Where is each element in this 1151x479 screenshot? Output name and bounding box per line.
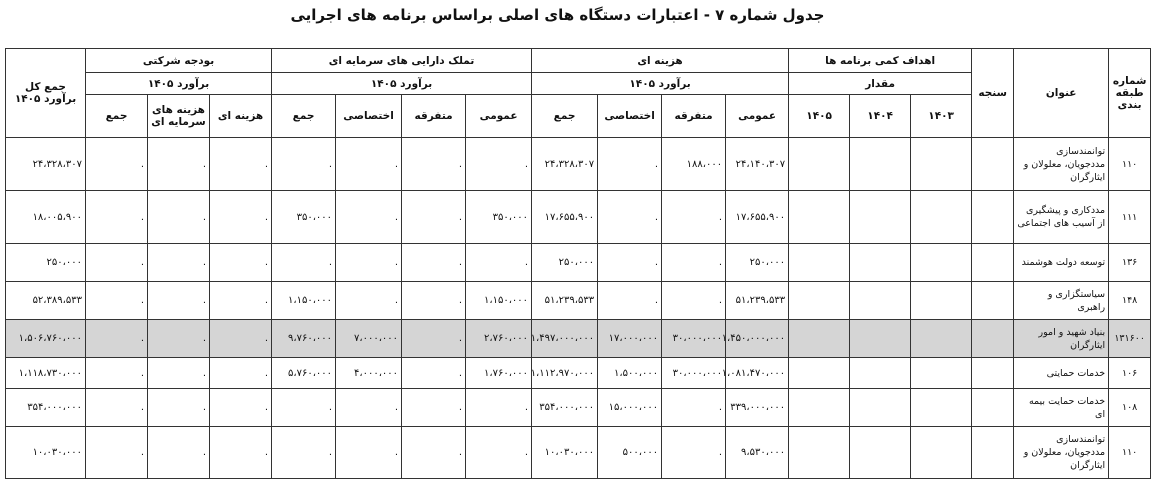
header-capital-special: اختصاصی [336, 95, 402, 138]
company-cost-cell: . [210, 244, 272, 282]
table-row [6, 191, 1151, 244]
capital-sum-cell: ۳۵۰،۰۰۰ [272, 191, 336, 244]
grand-total-estimate: برآورد ۱۴۰۵ [14, 93, 77, 105]
company-capital-cost-cell: . [148, 244, 210, 282]
title-cell: توسعه دولت هوشمند [1014, 244, 1109, 282]
header-measure: سنجه [972, 49, 1014, 138]
goal-1405-cell [789, 282, 850, 320]
code-cell: ۱۰۶ [1109, 358, 1151, 389]
company-capital-cost-cell: . [148, 389, 210, 427]
current-special-cell: ۱۷،۰۰۰،۰۰۰ [598, 320, 662, 358]
company-sum-cell: . [86, 358, 148, 389]
current-special-cell: ۱،۵۰۰،۰۰۰ [598, 358, 662, 389]
company-capital-cost-cell: . [148, 320, 210, 358]
table-row [6, 389, 1151, 427]
header-year-1404: ۱۴۰۴ [850, 95, 911, 138]
grand-total-cell: ۱۸،۰۰۵،۹۰۰ [6, 191, 86, 244]
header-company-estimate: برآورد ۱۴۰۵ [86, 73, 272, 95]
measure-cell [972, 244, 1014, 282]
grand-total-cell: ۱۰،۰۳۰،۰۰۰ [6, 427, 86, 479]
goal-1405-cell [789, 244, 850, 282]
header-current-misc: متفرقه [662, 95, 726, 138]
capital-sum-cell: ۱،۱۵۰،۰۰۰ [272, 282, 336, 320]
code-cell: ۱۱۰ [1109, 138, 1151, 191]
header-capital-general: عمومی [466, 95, 532, 138]
current-special-cell: ۱۵،۰۰۰،۰۰۰ [598, 389, 662, 427]
header-capital-estimate: برآورد ۱۴۰۵ [272, 73, 532, 95]
goal-1404-cell [850, 427, 911, 479]
capital-special-cell: . [336, 191, 402, 244]
capital-misc-cell: . [402, 138, 466, 191]
capital-general-cell: ۳۵۰،۰۰۰ [466, 191, 532, 244]
current-general-cell: ۳۳۹،۰۰۰،۰۰۰ [726, 389, 789, 427]
grand-total-cell: ۱،۱۱۸،۷۳۰،۰۰۰ [6, 358, 86, 389]
goal-1403-cell [911, 427, 972, 479]
current-special-cell: . [598, 138, 662, 191]
capital-general-cell: . [466, 389, 532, 427]
grand-total-cell: ۲۵۰،۰۰۰ [6, 244, 86, 282]
current-sum-cell: ۲۴،۳۲۸،۳۰۷ [532, 138, 598, 191]
goal-1404-cell [850, 191, 911, 244]
capital-sum-cell: ۹،۷۶۰،۰۰۰ [272, 320, 336, 358]
current-sum-cell: ۱۰،۰۳۰،۰۰۰ [532, 427, 598, 479]
header-year-1403: ۱۴۰۳ [911, 95, 972, 138]
current-special-cell: ۵۰۰،۰۰۰ [598, 427, 662, 479]
code-cell: ۱۱۱ [1109, 191, 1151, 244]
current-misc-cell: . [662, 427, 726, 479]
table-row [6, 244, 1151, 282]
capital-sum-cell: ۵،۷۶۰،۰۰۰ [272, 358, 336, 389]
title-cell: بنیاد شهید و امور ایثارگران [1014, 320, 1109, 358]
capital-misc-cell: . [402, 389, 466, 427]
current-misc-cell: ۳۰،۰۰۰،۰۰۰ [662, 320, 726, 358]
current-general-cell: ۵۱،۲۳۹،۵۳۳ [726, 282, 789, 320]
current-misc-cell: ۳۰،۰۰۰،۰۰۰ [662, 358, 726, 389]
code-cell: ۱۳۶ [1109, 244, 1151, 282]
goal-1403-cell [911, 389, 972, 427]
company-cost-cell: . [210, 191, 272, 244]
capital-general-cell: ۱،۱۵۰،۰۰۰ [466, 282, 532, 320]
company-cost-cell: . [210, 282, 272, 320]
company-sum-cell: . [86, 427, 148, 479]
goal-1404-cell [850, 138, 911, 191]
goal-1405-cell [789, 191, 850, 244]
current-sum-cell: ۵۱،۲۳۹،۵۳۳ [532, 282, 598, 320]
table-row [6, 427, 1151, 479]
company-sum-cell: . [86, 244, 148, 282]
capital-misc-cell: . [402, 244, 466, 282]
capital-misc-cell: . [402, 427, 466, 479]
goal-1404-cell [850, 320, 911, 358]
goal-1404-cell [850, 282, 911, 320]
company-capital-cost-cell: . [148, 358, 210, 389]
capital-special-cell: . [336, 427, 402, 479]
company-sum-cell: . [86, 138, 148, 191]
capital-special-cell: . [336, 138, 402, 191]
title-cell: مددکاری و پیشگیری از آسیب های اجتماعی [1014, 191, 1109, 244]
goal-1403-cell [911, 282, 972, 320]
company-capital-cost-cell: . [148, 138, 210, 191]
measure-cell [972, 427, 1014, 479]
header-current-estimate: برآورد ۱۴۰۵ [532, 73, 789, 95]
current-misc-cell: ۱۸۸،۰۰۰ [662, 138, 726, 191]
capital-general-cell: . [466, 138, 532, 191]
company-sum-cell: . [86, 282, 148, 320]
grand-total-cell: ۱،۵۰۶،۷۶۰،۰۰۰ [6, 320, 86, 358]
current-general-cell: ۲۵۰،۰۰۰ [726, 244, 789, 282]
table-row [6, 138, 1151, 191]
measure-cell [972, 320, 1014, 358]
code-cell: ۱۴۸ [1109, 282, 1151, 320]
header-current: هزینه ای [532, 49, 789, 73]
goal-1403-cell [911, 358, 972, 389]
measure-cell [972, 191, 1014, 244]
goal-1405-cell [789, 358, 850, 389]
company-cost-cell: . [210, 389, 272, 427]
table-row [6, 320, 1151, 358]
current-general-cell: ۱،۰۸۱،۴۷۰،۰۰۰ [726, 358, 789, 389]
company-sum-cell: . [86, 389, 148, 427]
company-sum-cell: . [86, 191, 148, 244]
header-capital-sum: جمع [272, 95, 336, 138]
goal-1403-cell [911, 244, 972, 282]
company-cost-cell: . [210, 138, 272, 191]
budget-table [5, 48, 1151, 479]
header-current-special: اختصاصی [598, 95, 662, 138]
current-sum-cell: ۳۵۴،۰۰۰،۰۰۰ [532, 389, 598, 427]
goal-1403-cell [911, 191, 972, 244]
header-current-general: عمومی [726, 95, 789, 138]
goal-1405-cell [789, 138, 850, 191]
capital-misc-cell: . [402, 358, 466, 389]
measure-cell [972, 282, 1014, 320]
capital-sum-cell: . [272, 244, 336, 282]
company-cost-cell: . [210, 320, 272, 358]
current-special-cell: . [598, 282, 662, 320]
title-cell: سیاستگزاری و راهبری [1014, 282, 1109, 320]
code-cell: ۱۰۸ [1109, 389, 1151, 427]
capital-general-cell: ۲،۷۶۰،۰۰۰ [466, 320, 532, 358]
header-code: شماره طبقه بندی [1109, 49, 1151, 138]
current-misc-cell: . [662, 191, 726, 244]
capital-special-cell: . [336, 244, 402, 282]
goal-1405-cell [789, 389, 850, 427]
current-misc-cell: . [662, 282, 726, 320]
goal-1405-cell [789, 427, 850, 479]
current-misc-cell: . [662, 244, 726, 282]
capital-general-cell: . [466, 244, 532, 282]
company-capital-cost-cell: . [148, 282, 210, 320]
current-special-cell: . [598, 244, 662, 282]
current-general-cell: ۱۷،۶۵۵،۹۰۰ [726, 191, 789, 244]
measure-cell [972, 138, 1014, 191]
header-current-sum: جمع [532, 95, 598, 138]
current-general-cell: ۱،۴۵۰،۰۰۰،۰۰۰ [726, 320, 789, 358]
capital-misc-cell: . [402, 282, 466, 320]
capital-misc-cell: . [402, 320, 466, 358]
grand-total-cell: ۲۴،۳۲۸،۳۰۷ [6, 138, 86, 191]
capital-general-cell: ۱،۷۶۰،۰۰۰ [466, 358, 532, 389]
header-goals: اهداف کمی برنامه ها [789, 49, 972, 73]
grand-total-cell: ۳۵۴،۰۰۰،۰۰۰ [6, 389, 86, 427]
header-year-1405: ۱۴۰۵ [789, 95, 850, 138]
grand-total-cell: ۵۲،۳۸۹،۵۳۳ [6, 282, 86, 320]
header-company-cost: هزینه ای [210, 95, 272, 138]
company-cost-cell: . [210, 358, 272, 389]
grand-total-label: جمع کل [25, 81, 66, 93]
header-company: بودجه شرکتی [86, 49, 272, 73]
header-company-sum: جمع [86, 95, 148, 138]
header-capital: تملک دارایی های سرمایه ای [272, 49, 532, 73]
table-row [6, 282, 1151, 320]
capital-sum-cell: . [272, 427, 336, 479]
header-capital-misc: متفرقه [402, 95, 466, 138]
company-capital-cost-cell: . [148, 191, 210, 244]
current-misc-cell: . [662, 389, 726, 427]
measure-cell [972, 358, 1014, 389]
current-special-cell: . [598, 191, 662, 244]
current-sum-cell: ۱۷،۶۵۵،۹۰۰ [532, 191, 598, 244]
capital-sum-cell: . [272, 389, 336, 427]
header-grand-total [6, 49, 86, 138]
measure-cell [972, 389, 1014, 427]
goal-1403-cell [911, 320, 972, 358]
table-row [6, 358, 1151, 389]
page-title: جدول شماره ۷ - اعتبارات دستگاه های اصلی براساس برنامه های اجرایی [290, 6, 825, 24]
current-sum-cell: ۲۵۰،۰۰۰ [532, 244, 598, 282]
capital-special-cell: . [336, 282, 402, 320]
goal-1403-cell [911, 138, 972, 191]
code-cell: ۱۳۱۶۰۰ [1109, 320, 1151, 358]
goal-1404-cell [850, 389, 911, 427]
header-company-capital-cost: هزینه های سرمایه ای [148, 95, 210, 138]
goal-1404-cell [850, 244, 911, 282]
goal-1405-cell [789, 320, 850, 358]
company-cost-cell: . [210, 427, 272, 479]
title-cell: توانمندسازی مددجویان، معلولان و ایثارگران [1014, 138, 1109, 191]
current-sum-cell: ۱،۱۱۲،۹۷۰،۰۰۰ [532, 358, 598, 389]
capital-general-cell: . [466, 427, 532, 479]
title-cell: توانمندسازی مددجویان، معلولان و ایثارگران [1014, 427, 1109, 479]
company-sum-cell: . [86, 320, 148, 358]
company-capital-cost-cell: . [148, 427, 210, 479]
capital-special-cell: ۴،۰۰۰،۰۰۰ [336, 358, 402, 389]
capital-special-cell: . [336, 389, 402, 427]
capital-sum-cell: . [272, 138, 336, 191]
capital-special-cell: ۷،۰۰۰،۰۰۰ [336, 320, 402, 358]
goal-1404-cell [850, 358, 911, 389]
capital-misc-cell: . [402, 191, 466, 244]
current-general-cell: ۹،۵۳۰،۰۰۰ [726, 427, 789, 479]
code-cell: ۱۱۰ [1109, 427, 1151, 479]
header-title: عنوان [1014, 49, 1109, 138]
header-amount: مقدار [789, 73, 972, 95]
title-cell: خدمات حمایتی [1014, 358, 1109, 389]
current-general-cell: ۲۴،۱۴۰،۳۰۷ [726, 138, 789, 191]
table-body [6, 138, 1151, 479]
title-cell: خدمات حمایت بیمه ای [1014, 389, 1109, 427]
current-sum-cell: ۱،۴۹۷،۰۰۰،۰۰۰ [532, 320, 598, 358]
